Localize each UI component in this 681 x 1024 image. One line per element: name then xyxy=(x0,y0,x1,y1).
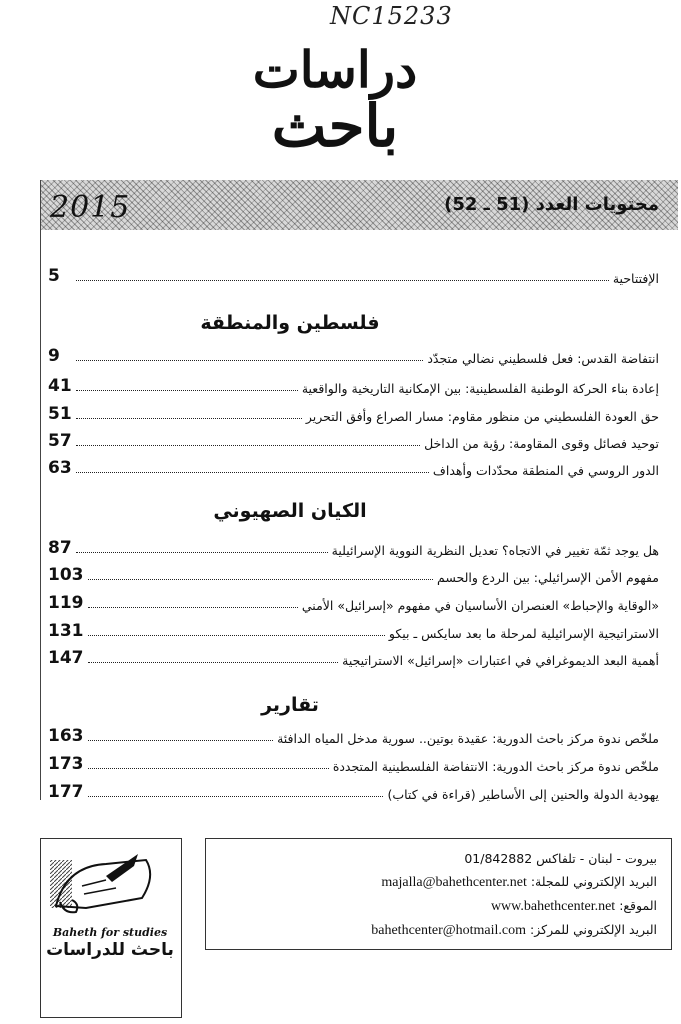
masthead-line-1: دراسات xyxy=(252,40,418,99)
website-line xyxy=(491,898,657,915)
handwritten-catalog-number: NC15233 xyxy=(330,2,453,30)
toc-title: يهودية الدولة والحنين إلى الأساطير (قراءة في كتاب) xyxy=(387,787,659,802)
address-phone: بيروت - لبنان - تلفاكس 01/842882 xyxy=(464,851,657,866)
journal-email-line xyxy=(381,874,657,891)
toc-page: 41 xyxy=(48,376,72,396)
left-frame-rule xyxy=(40,180,41,800)
journal-email-link[interactable]: majalla@bahethcenter.net xyxy=(381,875,527,890)
scroll-quill-icon xyxy=(46,846,174,924)
dot-leader xyxy=(88,796,384,797)
toc-row[interactable] xyxy=(48,344,659,366)
toc-page: 51 xyxy=(48,404,72,424)
toc-page: 9 xyxy=(48,346,60,366)
toc-page: 131 xyxy=(48,621,84,641)
toc-row-opening[interactable] xyxy=(48,264,659,286)
toc-row[interactable] xyxy=(48,780,659,802)
toc-title: ملخّص ندوة مركز باحث الدورية: عقيدة بوتين.. سورية مدخل المياه الدافئة xyxy=(277,731,659,746)
toc-title: «الوقاية والإحباط» العنصران الأساسيان في مفهوم «إسرائيل» الأمني xyxy=(301,598,659,613)
masthead-logo xyxy=(200,40,470,160)
toc-page: 63 xyxy=(48,458,72,478)
center-email-link[interactable]: bahethcenter@hotmail.com xyxy=(371,923,527,938)
logo-arabic-name: باحث للدراسات xyxy=(46,940,174,960)
dot-leader xyxy=(76,360,423,361)
dot-leader xyxy=(76,445,420,446)
website-link[interactable]: www.bahethcenter.net xyxy=(490,899,616,914)
journal-email-label: البريد الإلكتروني للمجلة: xyxy=(530,874,657,889)
dot-leader xyxy=(76,280,609,281)
toc-row[interactable] xyxy=(48,536,659,558)
dot-leader xyxy=(88,579,434,580)
dot-leader xyxy=(76,472,429,473)
toc-row[interactable] xyxy=(48,456,659,478)
contact-info-box xyxy=(205,838,672,950)
masthead-line-2: باحث xyxy=(271,92,399,160)
center-email-label: البريد الإلكتروني للمركز: xyxy=(530,922,657,937)
dot-leader xyxy=(88,740,274,741)
section-heading-zionist-entity: الكيان الصهيوني xyxy=(213,500,367,522)
toc-page: 5 xyxy=(48,266,60,286)
toc-page: 163 xyxy=(48,726,84,746)
toc-row[interactable] xyxy=(48,752,659,774)
toc-row[interactable] xyxy=(48,591,659,613)
toc-page: 57 xyxy=(48,431,72,451)
toc-page: 177 xyxy=(48,782,84,802)
toc-page: 103 xyxy=(48,565,84,585)
toc-row[interactable] xyxy=(48,646,659,668)
toc-title: حق العودة الفلسطيني من منظور مقاوم: مسار الصراع وأفق التحرير xyxy=(305,409,659,424)
toc-row[interactable] xyxy=(48,619,659,641)
toc-title: توحيد فصائل وقوى المقاومة: رؤية من الداخل xyxy=(424,436,659,451)
toc-row[interactable] xyxy=(48,374,659,396)
toc-row[interactable] xyxy=(48,563,659,585)
toc-row[interactable] xyxy=(48,429,659,451)
toc-row[interactable] xyxy=(48,724,659,746)
toc-title: انتفاضة القدس: فعل فلسطيني نضالي متجدّد xyxy=(427,351,659,366)
toc-title: الإفتتاحية xyxy=(612,271,659,286)
toc-title: هل يوجد ثمّة تغيير في الاتجاه؟ تعديل النظرية النووية الإسرائيلية xyxy=(331,543,659,558)
toc-title: الاستراتيجية الإسرائيلية لمرحلة ما بعد سايكس ـ بيكو xyxy=(388,626,659,641)
dot-leader xyxy=(76,390,298,391)
toc-title: أهمية البعد الديموغرافي في اعتبارات «إسرائيل» الاستراتيجية xyxy=(342,653,659,668)
dot-leader xyxy=(76,418,302,419)
dot-leader xyxy=(88,662,339,663)
toc-page: 87 xyxy=(48,538,72,558)
dot-leader xyxy=(76,552,328,553)
logo-english-name: Baheth for studies xyxy=(52,926,168,939)
section-heading-palestine: فلسطين والمنطقة xyxy=(200,312,380,334)
issue-contents-title: محتويات العدد (51 ـ 52) xyxy=(444,194,659,215)
toc-page: 173 xyxy=(48,754,84,774)
dot-leader xyxy=(88,768,329,769)
toc-title: الدور الروسي في المنطقة محدّدات وأهداف xyxy=(432,463,659,478)
section-heading-reports: تقارير xyxy=(261,694,319,716)
toc-title: ملخّص ندوة مركز باحث الدورية: الانتفاضة الفلسطينية المتجددة xyxy=(332,759,659,774)
dot-leader xyxy=(88,607,298,608)
toc-page: 147 xyxy=(48,648,84,668)
toc-page: 119 xyxy=(48,593,84,613)
toc-title: إعادة بناء الحركة الوطنية الفلسطينية: بين الإمكانية التاريخية والواقعية xyxy=(301,381,659,396)
issue-year: 2015 xyxy=(50,190,131,225)
dot-leader xyxy=(88,635,385,636)
center-email-line xyxy=(371,922,657,939)
website-label: الموقع: xyxy=(619,898,657,913)
toc-row[interactable] xyxy=(48,402,659,424)
toc-title: مفهوم الأمن الإسرائيلي: بين الردع والحسم xyxy=(437,570,659,585)
